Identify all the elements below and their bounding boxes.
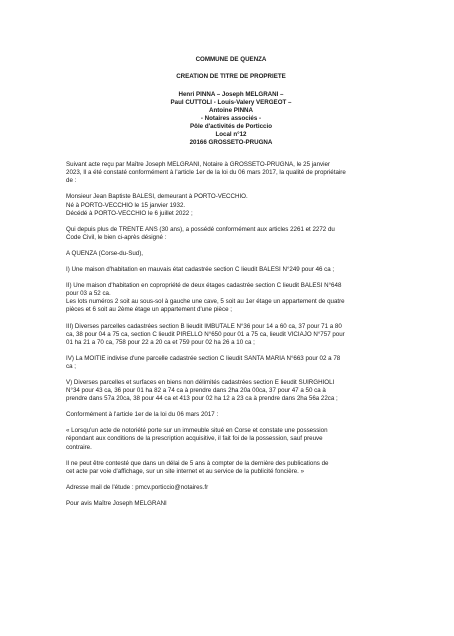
notaries-block	[66, 91, 396, 147]
paragraph-email	[66, 484, 396, 492]
text-line: V) Diverses parcelles et surfaces en biens non délimités cadastrées section E lieudit SUIRGHIOLI	[66, 378, 335, 386]
text-line: Conformément à l'article 1er de la loi du 06 mars 2017 :	[66, 411, 219, 419]
text-line: Adresse mail de l'étude : pmcv.porticcio@notaires.fr	[66, 483, 209, 491]
text-line: Les lots numéros 2 soit au sous-sol à gauche une cave, 5 soit au 1er étage un appartement de quatre	[66, 298, 345, 306]
paragraph-location	[66, 250, 396, 258]
paragraph-item-5	[66, 379, 396, 403]
notaries-line: Paul CUTTOLI - Louis-Valery VERGEOT –	[170, 99, 292, 107]
paragraph-law-reference	[66, 411, 396, 419]
notaries-line: 20166 GROSSETO-PRUGNA	[189, 139, 273, 147]
paragraph-item-2	[66, 282, 396, 314]
deed-title: CREATION DE TITRE DE PROPRIETE	[176, 73, 286, 81]
text-line: Il ne peut être contesté que dans un délai de 5 ans à compter de la dernière des publications de	[66, 459, 329, 467]
notaries-line: - Notaires associés -	[200, 115, 262, 123]
notaries-line: Antoine PINNA	[209, 107, 253, 115]
text-line: Code Civil, le bien ci-après désigné :	[66, 233, 167, 241]
text-line: I) Une maison d'habitation en mauvais état cadastrée section C lieudit BALESI N°249 pour 46 ca ;	[66, 266, 335, 274]
paragraph-item-1	[66, 266, 396, 274]
text-line: pour 03 a 52 ca.	[66, 290, 111, 298]
text-line: pièces et 6 soit au 2ème étage un appartement d'une pièce ;	[66, 306, 232, 314]
text-line: Pour avis Maître Joseph MELGRANI	[66, 499, 167, 507]
text-line: Décédé à PORTO-VECCHIO le 6 juillet 2022 ;	[66, 209, 193, 217]
text-line: de :	[66, 177, 77, 185]
text-line: III) Diverses parcelles cadastrées section B lieudit IMBUTALE N°36 pour 14 a 60 ca, 37 pour 71 a 80	[66, 322, 342, 330]
paragraph-deed-intro	[66, 161, 396, 185]
text-line: ca ;	[66, 362, 76, 370]
text-line: ca, 38 pour 04 a 75 ca, section C lieudit PIRELLO N°650 pour 01 a 75 ca, lieudit VICIAJO N°757 pour	[66, 330, 345, 338]
notaries-line: Local n°12	[215, 131, 247, 139]
text-line: Qui depuis plus de TRENTE ANS (30 ans), a possédé conformément aux articles 2261 et 2272 du	[66, 225, 335, 233]
text-line: 2023, Il a été constaté conformément à l'article 1er de la loi du 06 mars 2017, la qualité de propriétaire	[66, 169, 346, 177]
text-line: prendre dans 57a 20ca, 38 pour 44 ca et 413 pour 02 ha 12 a 23 ca à prendre dans 2ha 56a 22ca ;	[66, 395, 338, 403]
notaries-line: Henri PINNA – Joseph MELGRANI –	[178, 91, 284, 99]
text-line: Monsieur Jean Baptiste BALESI, demeurant à PORTO-VECCHIO.	[66, 193, 248, 201]
paragraph-law-quote-1	[66, 427, 396, 451]
notaries-line: Pôle d'activités de Porticcio	[190, 123, 272, 131]
text-line: 01 ha 21 a 70 ca, 758 pour 22 a 20 ca et 759 pour 02 ha 26 a 10 ca ;	[66, 338, 255, 346]
commune-title: COMMUNE DE QUENZA	[195, 56, 267, 63]
paragraph-owner	[66, 193, 396, 217]
text-line: IV) La MOITIE indivise d'une parcelle cadastrée section C lieudit SANTA MARIA N°663 pour 02 a 78	[66, 354, 341, 362]
text-line: Suivant acte reçu par Maître Joseph MELGRANI, Notaire à GROSSETO-PRUGNA, le 25 janvier	[66, 161, 330, 169]
text-line: N°34 pour 43 ca, 36 pour 01 ha 82 a 74 ca à prendre dans 2ha 20a 00ca, 37 pour 47 a 50 ca à	[66, 387, 326, 395]
text-line: II) Une maison d'habitation en copropriété de deux étages cadastrée section C lieudit BALESI N°648	[66, 282, 342, 290]
text-line: cet acte par voie d'affichage, sur un site internet et au service de la publicité foncière. »	[66, 467, 305, 475]
text-line: répondant aux conditions de la prescription acquisitive, il fait foi de la possession, sauf preuve	[66, 435, 323, 443]
text-line: Né à PORTO-VECCHIO le 15 janvier 1932.	[66, 201, 186, 209]
paragraph-law-quote-2	[66, 460, 396, 476]
paragraph-item-3	[66, 323, 396, 347]
text-line: « Lorsqu'un acte de notoriété porte sur un immeuble situé en Corse et constate une possession	[66, 427, 328, 435]
paragraph-signature	[66, 500, 396, 508]
paragraph-possession	[66, 226, 396, 242]
text-line: A QUENZA (Corse-du-Sud),	[66, 249, 144, 257]
paragraph-item-4	[66, 355, 396, 371]
text-line: contraire.	[66, 443, 92, 451]
